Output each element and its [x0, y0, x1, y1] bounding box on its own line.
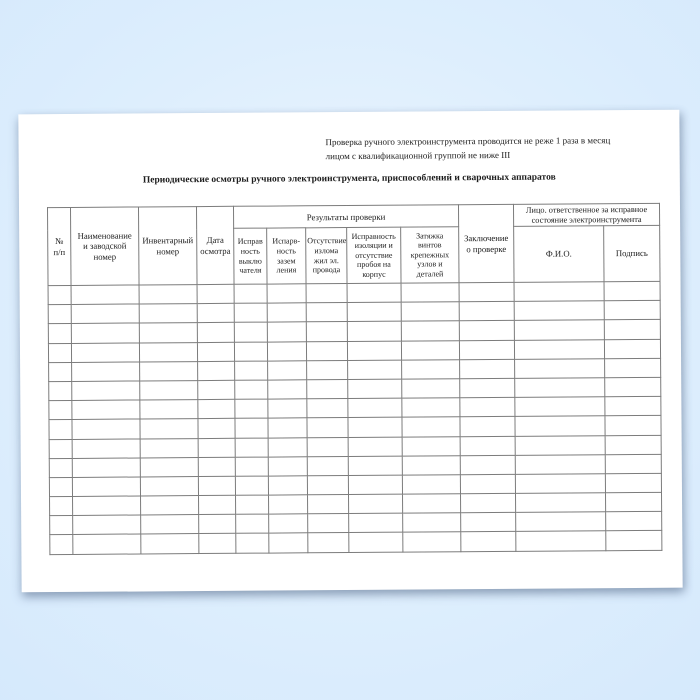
header-cell-insulation-condition: Исправность изоляции и отсутствие пробоя на корпус [347, 227, 401, 283]
empty-cell [604, 320, 660, 340]
empty-cell [308, 495, 349, 514]
empty-cell [269, 533, 308, 552]
empty-cell [235, 361, 268, 380]
empty-cell [268, 418, 307, 437]
empty-cell [460, 397, 515, 417]
empty-cell [140, 419, 198, 439]
empty-cell [73, 496, 141, 516]
empty-cell [235, 380, 268, 399]
document-title: Периодические осмотры ручного электроинструмента, приспособлений и сварочных аппаратов [142, 172, 556, 186]
document-sheet [18, 110, 682, 593]
empty-cell [234, 284, 267, 303]
table-row [50, 531, 662, 554]
empty-cell [459, 340, 514, 360]
empty-cell [515, 397, 605, 417]
empty-cell [347, 322, 401, 342]
empty-cell [198, 361, 235, 380]
empty-cell [71, 323, 139, 343]
empty-cell [348, 360, 402, 380]
empty-cell [48, 343, 71, 362]
empty-cell [460, 436, 515, 456]
empty-cell [308, 533, 349, 552]
empty-cell [72, 458, 140, 478]
empty-cell [71, 285, 139, 305]
empty-cell [347, 283, 401, 303]
empty-cell [403, 494, 461, 514]
empty-cell [516, 512, 606, 532]
empty-cell [49, 477, 72, 496]
empty-cell [307, 418, 348, 437]
empty-cell [72, 438, 140, 458]
empty-cell [139, 285, 197, 305]
header-cell-inspection-date: Дата осмотра [196, 206, 234, 284]
empty-cell [72, 419, 140, 439]
empty-cell [198, 457, 235, 476]
empty-cell [307, 360, 348, 379]
empty-cell [234, 303, 267, 322]
empty-cell [199, 515, 236, 534]
empty-cell [459, 282, 514, 302]
empty-cell [306, 322, 347, 341]
empty-cell [402, 475, 460, 495]
empty-cell [348, 456, 402, 476]
empty-cell [235, 399, 268, 418]
empty-cell [401, 321, 459, 341]
empty-cell [140, 476, 198, 496]
header-group-check-results: Результаты проверки [233, 205, 458, 229]
empty-cell [72, 362, 140, 382]
empty-cell [605, 492, 661, 512]
empty-cell [71, 343, 139, 363]
empty-cell [48, 324, 71, 343]
empty-cell [307, 379, 348, 398]
empty-cell [140, 381, 198, 401]
empty-cell [267, 284, 306, 303]
empty-cell [515, 358, 605, 378]
empty-cell [197, 303, 234, 322]
empty-cell [605, 416, 661, 436]
empty-cell [514, 339, 604, 359]
header-cell-inventory-number: Инвентарный номер [138, 207, 197, 285]
frequency-note-line1: Проверка ручного электроинструмента проводится не реже 1 раза в месяц [325, 135, 611, 148]
empty-cell [197, 342, 234, 361]
empty-cell [197, 284, 234, 303]
empty-cell [606, 512, 662, 532]
empty-cell [198, 380, 235, 399]
empty-cell [267, 303, 306, 322]
empty-cell [140, 438, 198, 458]
empty-cell [49, 401, 72, 420]
empty-cell [269, 495, 308, 514]
empty-cell [515, 378, 605, 398]
empty-cell [348, 379, 402, 399]
header-cell-grounding-condition: Испарв- ность зазем ления [267, 228, 306, 284]
empty-cell [198, 438, 235, 457]
empty-cell [349, 533, 403, 553]
table-body [48, 281, 662, 554]
empty-cell [514, 301, 604, 321]
empty-cell [348, 417, 402, 437]
empty-cell [73, 515, 141, 535]
empty-cell [605, 396, 661, 416]
empty-cell [236, 534, 269, 553]
empty-cell [49, 439, 72, 458]
empty-cell [234, 342, 267, 361]
empty-cell [140, 457, 198, 477]
empty-cell [268, 361, 307, 380]
header-cell-wire-break: Отсутствие излома жил эл. провода [306, 228, 347, 284]
empty-cell [269, 514, 308, 533]
empty-cell [514, 320, 604, 340]
empty-cell [461, 513, 516, 533]
empty-cell [604, 339, 660, 359]
empty-cell [49, 381, 72, 400]
empty-cell [236, 495, 269, 514]
header-cell-switch-condition: Исправ ность выклю чателя [234, 228, 267, 284]
empty-cell [515, 435, 605, 455]
empty-cell [268, 380, 307, 399]
empty-cell [199, 534, 236, 553]
empty-cell [402, 417, 460, 437]
empty-cell [460, 493, 515, 513]
empty-cell [235, 438, 268, 457]
empty-cell [50, 516, 73, 535]
empty-cell [268, 476, 307, 495]
empty-cell [403, 513, 461, 533]
empty-cell [460, 455, 515, 475]
empty-cell [307, 399, 348, 418]
empty-cell [141, 534, 199, 554]
header-cell-conclusion: Заключение о проверке [458, 204, 514, 282]
empty-cell [49, 420, 72, 439]
empty-cell [605, 358, 661, 378]
empty-cell [459, 321, 514, 341]
empty-cell [461, 532, 516, 552]
empty-cell [140, 361, 198, 381]
empty-cell [268, 437, 307, 456]
empty-cell [403, 532, 461, 552]
empty-cell [199, 495, 236, 514]
frequency-note [325, 134, 655, 163]
empty-cell [515, 493, 605, 513]
empty-cell [73, 534, 141, 554]
empty-cell [460, 417, 515, 437]
empty-cell [235, 418, 268, 437]
table-header [47, 203, 660, 285]
empty-cell [460, 474, 515, 494]
empty-cell [72, 400, 140, 420]
frequency-note-line2: лицом с квалификационной группой не ниже III [325, 149, 511, 161]
empty-cell [349, 494, 403, 514]
empty-cell [139, 323, 197, 343]
empty-cell [236, 514, 269, 533]
empty-cell [401, 302, 459, 322]
empty-cell [71, 304, 139, 324]
header-cell-signature: Подпись [604, 225, 660, 281]
empty-cell [198, 419, 235, 438]
empty-cell [460, 359, 515, 379]
empty-cell [72, 381, 140, 401]
empty-cell [605, 435, 661, 455]
empty-cell [306, 303, 347, 322]
empty-cell [347, 341, 401, 361]
empty-cell [50, 535, 73, 554]
empty-cell [268, 399, 307, 418]
empty-cell [349, 513, 403, 533]
empty-cell [307, 475, 348, 494]
empty-cell [49, 458, 72, 477]
empty-cell [460, 378, 515, 398]
empty-cell [235, 457, 268, 476]
empty-cell [141, 496, 199, 516]
empty-cell [306, 341, 347, 360]
empty-cell [307, 437, 348, 456]
empty-cell [515, 454, 605, 474]
empty-cell [605, 377, 661, 397]
header-cell-full-name: Ф.И.О. [514, 226, 604, 283]
empty-cell [401, 283, 459, 303]
empty-cell [604, 301, 660, 321]
empty-cell [515, 416, 605, 436]
empty-cell [267, 341, 306, 360]
inspection-log-table [47, 203, 662, 555]
empty-cell [139, 342, 197, 362]
empty-cell [141, 515, 199, 535]
empty-cell [49, 362, 72, 381]
empty-cell [306, 284, 347, 303]
empty-cell [459, 302, 514, 322]
empty-cell [348, 398, 402, 418]
empty-cell [515, 474, 605, 494]
empty-cell [605, 473, 661, 493]
empty-cell [197, 323, 234, 342]
empty-cell [198, 399, 235, 418]
empty-cell [514, 282, 604, 302]
empty-cell [307, 456, 348, 475]
empty-cell [347, 302, 401, 322]
empty-cell [605, 454, 661, 474]
empty-cell [48, 305, 71, 324]
empty-cell [235, 476, 268, 495]
header-cell-number: № п/п [47, 207, 71, 285]
empty-cell [604, 281, 660, 301]
empty-cell [234, 322, 267, 341]
empty-cell [348, 475, 402, 495]
empty-cell [267, 322, 306, 341]
empty-cell [48, 285, 71, 304]
empty-cell [516, 531, 606, 551]
empty-cell [402, 398, 460, 418]
empty-cell [198, 476, 235, 495]
empty-cell [50, 497, 73, 516]
header-group-responsible-person: Лицо. ответственное за исправное состояние электроинструмента [513, 203, 659, 226]
empty-cell [606, 531, 662, 551]
empty-cell [402, 436, 460, 456]
empty-cell [348, 437, 402, 457]
header-cell-name-serial: Наименование и заводской номер [70, 207, 139, 285]
empty-cell [139, 304, 197, 324]
empty-cell [72, 477, 140, 497]
header-cell-screw-tightening: Затяжка винтов крепежных узлов и деталей [401, 227, 459, 283]
empty-cell [140, 400, 198, 420]
empty-cell [402, 359, 460, 379]
empty-cell [401, 340, 459, 360]
empty-cell [402, 379, 460, 399]
empty-cell [402, 455, 460, 475]
empty-cell [268, 456, 307, 475]
empty-cell [308, 514, 349, 533]
